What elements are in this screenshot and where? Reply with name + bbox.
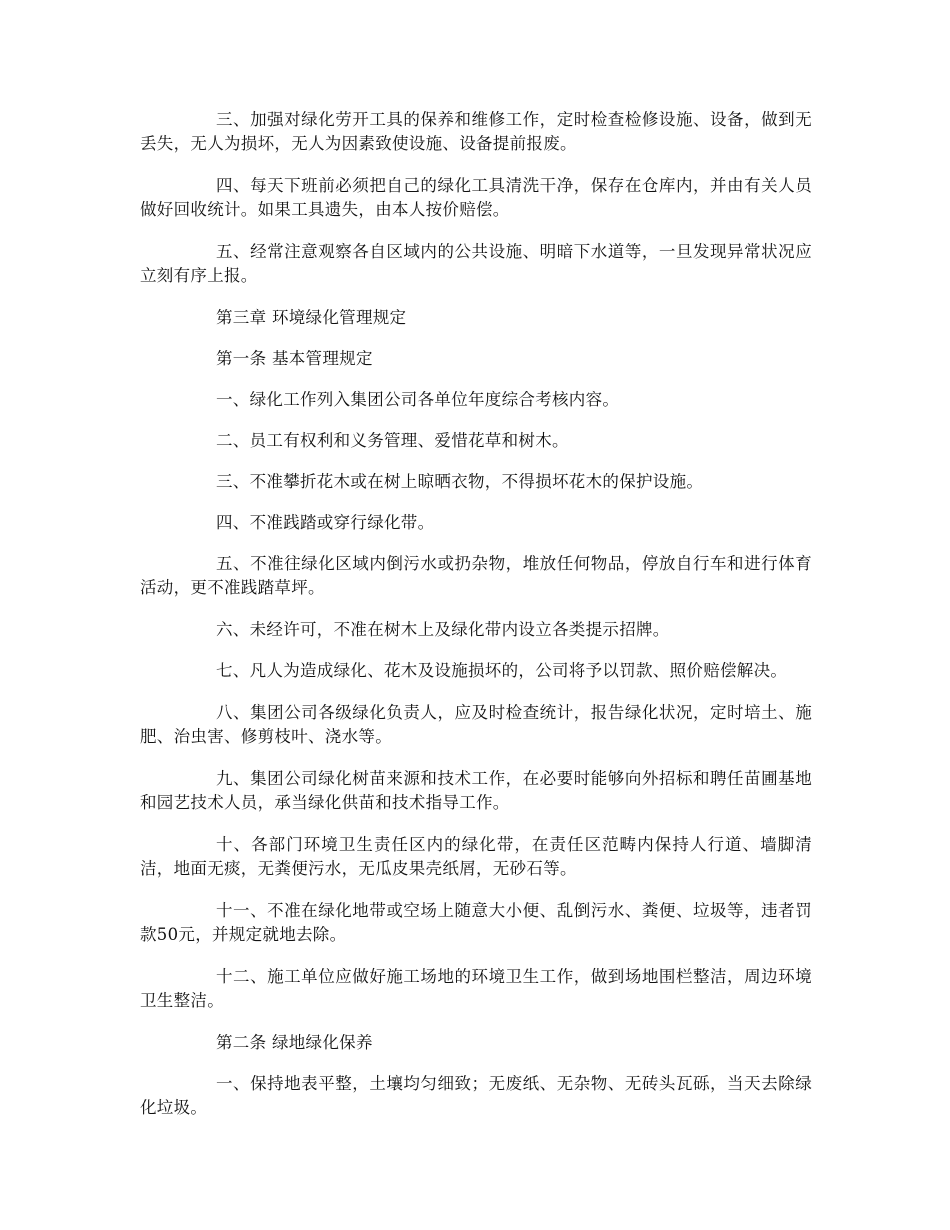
rule-item-4: 四、不准践踏或穿行绿化带。 [216, 513, 435, 532]
rule-item-3: 三、不准攀折花木或在树上晾晒衣物，不得损坏花木的保护设施。 [216, 472, 704, 491]
document-page [140, 108, 812, 1138]
article-heading-basic-rules: 第一条 基本管理规定 [216, 349, 373, 368]
rule-item-8: 八、集团公司各级绿化负责人，应及时检查统计，报告绿化状况，定时培土、施肥、治虫害、修剪枝叶、浇水等。 [140, 703, 812, 746]
rule-item-1: 一、绿化工作列入集团公司各单位年度综合考核内容。 [216, 390, 620, 409]
rule-item-9: 九、集团公司绿化树苗来源和技术工作，在必要时能够向外招标和聘任苗圃基地和园艺技术人员，承当绿化供苗和技术指导工作。 [140, 769, 812, 812]
paragraph-maintain-tools: 三、加强对绿化劳开工具的保养和维修工作，定时检查检修设施、设备，做到无丢失，无人为损坏，无人为因素致使设施、设备提前报废。 [140, 110, 812, 153]
paragraph-report-anomalies: 五、经常注意观察各自区域内的公共设施、明暗下水道等，一旦发现异常状况应立刻有序上报。 [140, 242, 812, 285]
rule-item-6: 六、未经许可，不准在树木上及绿化带内设立各类提示招牌。 [216, 620, 670, 639]
rule-item-7: 七、凡人为造成绿化、花木及设施损坏的，公司将予以罚款、照价赔偿解决。 [216, 661, 788, 680]
maintenance-item-1: 一、保持地表平整，土壤均匀细致；无废纸、无杂物、无砖头瓦砾，当天去除绿化垃圾。 [140, 1074, 812, 1117]
rule-item-2: 二、员工有权利和义务管理、爱惜花草和树木。 [216, 431, 569, 450]
paragraph-clean-tools: 四、每天下班前必须把自己的绿化工具清洗干净，保存在仓库内，并由有关人员做好回收统计。如果工具遗失，由本人按价赔偿。 [140, 176, 812, 219]
rule-item-12: 十二、施工单位应做好施工场地的环境卫生工作，做到场地围栏整洁，周边环境卫生整洁。 [140, 967, 812, 1010]
rule-item-11: 十一、不准在绿化地带或空场上随意大小便、乱倒污水、粪便、垃圾等，违者罚款50元，并规定就地去除。 [140, 901, 812, 944]
rule-item-5: 五、不准往绿化区域内倒污水或扔杂物，堆放任何物品，停放自行车和进行体育活动，更不准践踏草坪。 [140, 554, 812, 597]
chapter-heading: 第三章 环境绿化管理规定 [216, 308, 407, 327]
rule-item-10: 十、各部门环境卫生责任区内的绿化带，在责任区范畴内保持人行道、墙脚清洁，地面无痰，无粪便污水，无瓜皮果壳纸屑，无砂石等。 [140, 835, 812, 878]
article-heading-green-maintenance: 第二条 绿地绿化保养 [216, 1033, 373, 1052]
